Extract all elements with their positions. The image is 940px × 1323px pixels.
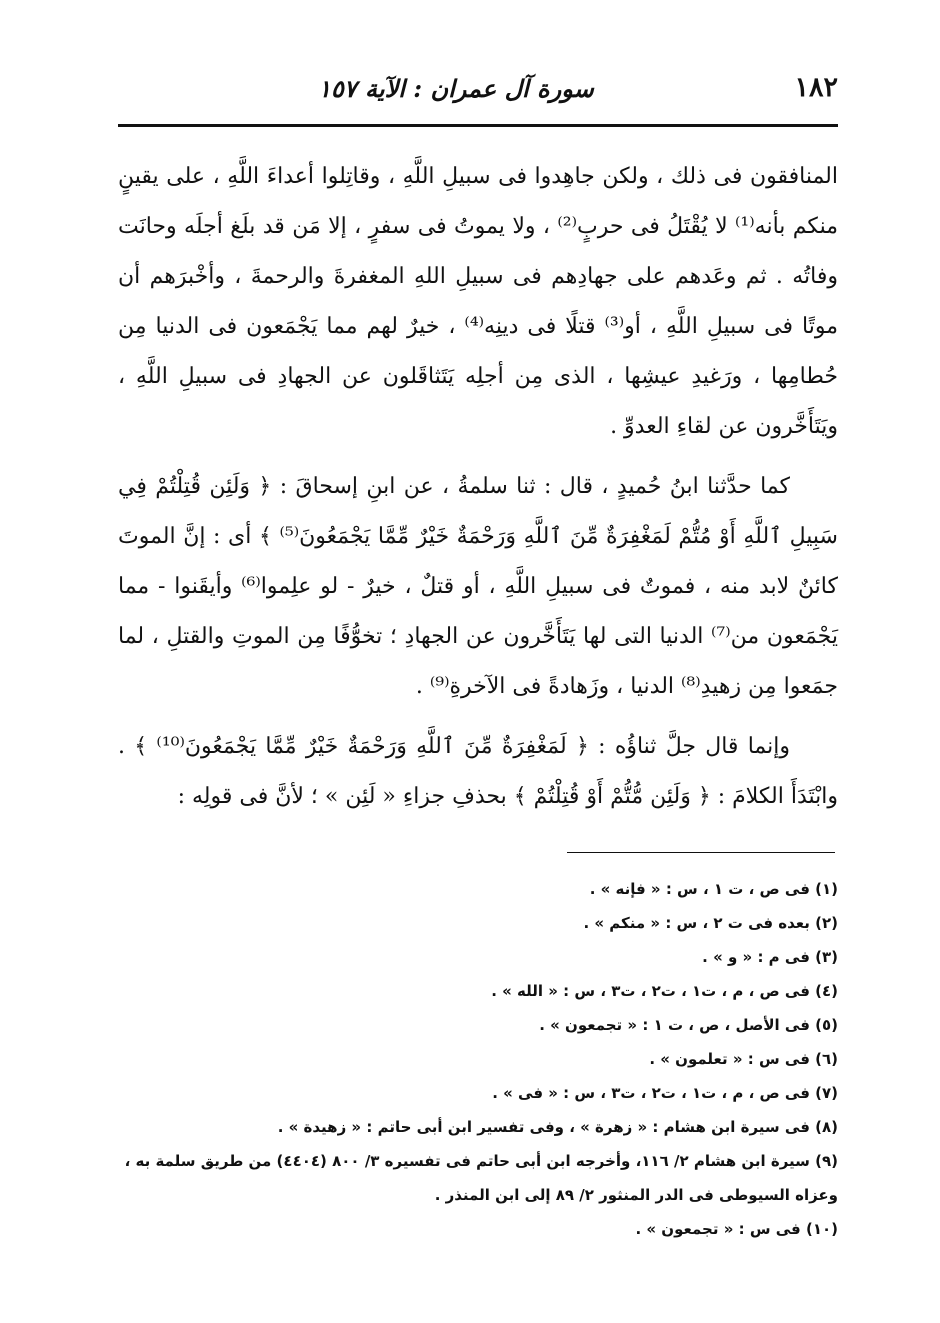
footnote: (٨) فى سيرة ابن هشام : « زهرة » ، وفى تفسير ابن أبى حاتم : « زهيدة » . [277,1118,838,1136]
footnote: (٦) فى س : « تعلمون » . [649,1050,838,1068]
body-paragraph: وإنما قال جلَّ ثناؤُه : ﴿ لَمَغْفِرَةٌ مِّنَ ٱللَّهِ وَرَحْمَةٌ خَيْرٌ مِّمَّا يَجْمَعُونَ⁽¹⁰⁾ ﴾ . وابْتَدَأَ الكلامَ : ﴿ وَلَئِن مُّتُّمْ أَوْ قُتِلْتُمْ ﴾ بحذفِ جزاءِ « لَئِن » ؛ لأنَّ فى قولِه : [118,734,838,809]
main-text [118,152,838,822]
running-title: سورة آل عمران : الآية ١٥٧ [318,74,594,103]
page-number: ١٨٢ [794,72,838,103]
footnotes [118,872,838,1246]
footnote: (٩) سيرة ابن هشام ٢/ ١١٦، وأخرجه ابن أبى حاتم فى تفسيره ٣/ ٨٠٠ (٤٤٠٤) من طريق سلمة به ، [124,1152,838,1170]
footnote-continuation: وعزاه السيوطى فى الدر المنثور ٢/ ٨٩ إلى ابن المنذر . [434,1186,838,1204]
footnote-list [118,872,838,1246]
header-rule [118,124,838,127]
footnote-rule [567,852,835,853]
footnote: (١٠) فى س : « تجمعون » . [635,1220,838,1238]
page-header [118,68,838,112]
footnote: (٢) بعده فى ت ٢ ، س : « منكم » . [583,914,838,932]
body-paragraph: كما حدَّثنا ابنُ حُميدٍ ، قال : ثنا سلمةُ ، عن ابنِ إسحاقَ : ﴿ وَلَئِن قُتِلْتُمْ فِي سَبِيلِ ٱللَّهِ أَوْ مُتُّمْ لَمَغْفِرَةٌ مِّنَ ٱللَّهِ وَرَحْمَةٌ خَيْرٌ مِّمَّا يَجْمَعُونَ⁽⁵⁾ ﴾ أى : إنَّ الموتَ كائنٌ لابد منه ، فموتٌ فى سبيلِ اللَّهِ ، أو قتلٌ ، خيرٌ - لو علِموا⁽⁶⁾ وأيقَنوا - مما يَجْمَعون من⁽⁷⁾ الدنيا التى لها يَتَأَخَّرون عن الجهادِ ؛ تخوُّفًا مِن الموتِ والقتلِ ، لما جمَعوا مِن زهيدِ⁽⁸⁾ الدنيا ، وزَهادةً فى الآخرةِ⁽⁹⁾ . [118,474,838,699]
footnote: (٧) فى ص ، م ، ت١ ، ت٢ ، ت٣ ، س : « فى » . [492,1084,838,1102]
footnote: (١) فى ص ، ت ١ ، س : « فإنه » . [589,880,838,898]
footnote: (٥) فى الأصل ، ص ، ت ١ : « تجمعون » . [539,1016,838,1034]
body-paragraph: المنافقون فى ذلك ، ولكن جاهِدوا فى سبيلِ اللَّهِ ، وقاتِلوا أعداءَ اللَّهِ ، على يقينٍ منكم بأنه⁽¹⁾ لا يُقْتَلُ فى حربٍ⁽²⁾ ، ولا يموتُ فى سفرٍ ، إلا مَن قد بلَغ أجلَه وحانَت وفاتُه . ثم وعَدهم على جهادِهم فى سبيلِ اللهِ المغفرةَ والرحمةَ ، وأخْبرَهم أن موتًا فى سبيلِ اللَّهِ ، أو⁽³⁾ قتلًا فى دينِه⁽⁴⁾ ، خيرٌ لهم مما يَجْمَعون فى الدنيا مِن حُطامِها ، ورَغيدِ عيشِها ، الذى مِن أجلِه يَتَثاقَلون عن الجهادِ فى سبيلِ اللَّهِ ، ويَتَأَخَّرون عن لقاءِ العدوِّ . [118,164,839,439]
footnote: (٤) فى ص ، م ، ت١ ، ت٢ ، ت٣ ، س : « الله » . [491,982,838,1000]
footnote: (٣) فى م : « و » . [702,948,838,966]
